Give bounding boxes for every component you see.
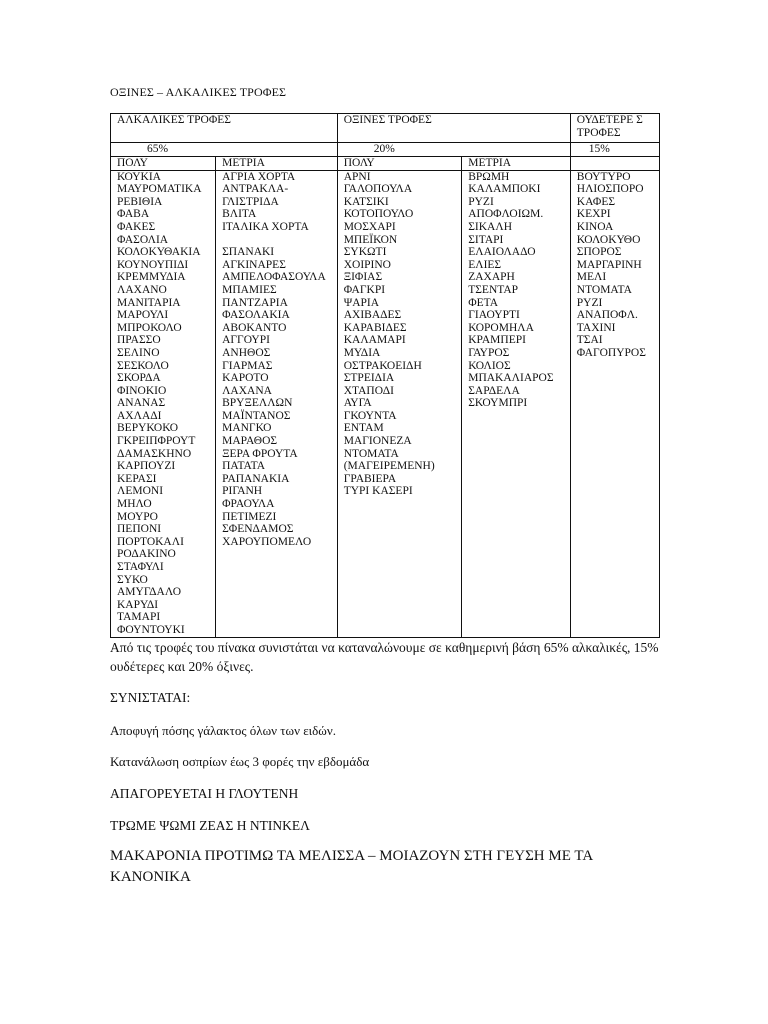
food-item: ΚΑΛΑΜΑΡΙ [343,334,406,347]
food-item: ΦΙΝΟΚΙΟ [117,384,167,397]
food-item: ΚΡΕΜΜΥΔΙΑ [117,271,186,284]
acidic-medium-list [462,170,571,637]
acidic-percentage: 20% [337,143,570,157]
food-item: ΑΒΟΚΑΝΤΟ [222,321,287,334]
food-item: ΠΕΠΟΝΙ [117,523,162,536]
food-item: ΚΡΑΜΠΕΡΙ [468,334,526,347]
food-item: ΣΥΚΟ [117,573,148,586]
food-item: ΜΑΝΙΤΑΡΙΑ [117,296,181,309]
food-item: ΑΧΙΒΑΔΕΣ [343,309,402,322]
food-item: ΨΑΡΙΑ [343,296,380,309]
food-item: ΓΡΑΒΙΕΡΑ [343,472,397,485]
food-item: ΚΑΦΕΣ [576,195,616,208]
food-item: ΒΛΙΤΑ [222,208,257,221]
food-item: ΓΑΥΡΟΣ [468,346,510,359]
alkaline-medium-subheader: ΜΕΤΡΙΑ [216,157,338,171]
food-item: ΚΑΛΑΜΠΟΚΙ [468,183,541,196]
food-item: ΜΕΛΙ [576,271,607,284]
food-item: (ΜΑΓΕΙΡΕΜΕΝΗ) [343,460,435,473]
document-title: ΟΞΙΝΕΣ – ΑΛΚΑΛΙΚΕΣ ΤΡΟΦΕΣ [110,85,287,99]
food-item: ΚΑΡΠΟΥΖΙ [117,460,176,473]
alkaline-header: ΑΛΚΑΛΙΚΕΣ ΤΡΟΦΕΣ [111,114,338,143]
food-item: ΑΓΡΙΑ ΧΟΡΤΑ [222,170,296,183]
food-item: ΔΑΜΑΣΚΗΝΟ [117,447,192,460]
food-item: ΓΙΑΟΥΡΤΙ [468,309,520,322]
food-item: ΤΑΧΙΝΙ [576,321,616,334]
daily-ratio-paragraph: Από τις τροφές του πίνακα συνιστάται να καταναλώνουμε σε καθημερινή βάση 65% αλκαλικές, 15% ουδέτερες και 20% όξινες. [110,640,659,674]
food-item: ΑΝΤΡΑΚΛΑ- [222,183,289,196]
food-item: ΜΥΔΙΑ [343,346,381,359]
food-item: ΚΑΡΑΒΙΔΕΣ [343,321,407,334]
food-item: ΖΑΧΑΡΗ [468,271,515,284]
recommended-heading: ΣΥΝΙΣΤΑΤΑΙ: [110,690,191,705]
food-item: ΜΑΪΝΤΑΝΟΣ [222,409,291,422]
acidic-medium-subheader: ΜΕΤΡΙΑ [462,157,571,171]
food-item: ΣΚΟΥΜΠΡΙ [468,397,528,410]
acidic-header: ΟΞΙΝΕΣ ΤΡΟΦΕΣ [337,114,570,143]
food-item: ΣΙΚΑΛΗ [468,220,512,233]
food-item: ΛΕΜΟΝΙ [117,485,164,498]
food-item: ΚΕΡΑΣΙ [117,472,157,485]
food-item: ΡΙΓΑΝΗ [222,485,263,498]
food-item: ΣΠΟΡΟΣ [576,246,622,259]
food-item: ΦΑΓΚΡΙ [343,283,386,296]
food-item: ΣΙΤΑΡΙ [468,233,504,246]
food-item: ΡΕΒΙΘΙΑ [117,195,163,208]
food-item: ΧΑΡΟΥΠΟΜΕΛΟ [222,535,312,548]
food-item: ΑΝΗΘΟΣ [222,346,271,359]
food-item: ΚΙΝΟΑ [576,220,614,233]
food-item: ΝΤΟΜΑΤΑ [343,447,399,460]
food-item: ΜΠΑΚΑΛΙΑΡΟΣ [468,372,554,385]
food-item: ΚΑΤΣΙΚΙ [343,195,389,208]
food-item: ΦΕΤΑ [468,296,499,309]
food-item: ΣΚΟΡΔΑ [117,372,161,385]
food-item: ΑΥΓΑ [343,397,372,410]
food-item: ΞΕΡΑ ΦΡΟΥΤΑ [222,447,298,460]
food-item: ΜΑΡΟΥΛΙ [117,309,169,322]
food-item: ΞΙΦΙΑΣ [343,271,383,284]
food-item: ΕΛΙΕΣ [468,258,502,271]
neutral-list [570,170,659,637]
food-item: ΚΕΧΡΙ [576,208,611,221]
food-item: ΜΑΝΓΚΟ [222,422,272,435]
food-item: ΡΥΖΙ [468,195,494,208]
no-gluten-paragraph: ΑΠΑΓΟΡΕΥΕΤΑΙ Η ΓΛΟΥΤΕΝΗ [110,786,299,801]
food-item: ΑΡΝΙ [343,170,371,183]
food-item: ΑΓΓΟΥΡΙ [222,334,270,347]
food-item: ΑΧΛΑΔΙ [117,409,162,422]
food-item: ΦΡΑΟΥΛΑ [222,498,275,511]
food-item: ΣΤΑΦΥΛΙ [117,561,164,573]
food-item: ΠΕΤΙΜΕΖΙ [222,510,277,523]
food-item: ΒΟΥΤΥΡΟ [576,170,631,183]
food-item: ΜΑΥΡΟΜΑΤΙΚΑ [117,183,202,196]
alkaline-percentage: 65% [111,143,338,157]
food-item: ΡΟΔΑΚΙΝΟ [117,548,176,561]
alkaline-high-list [111,170,216,637]
items-row [111,170,660,637]
food-item: ΓΚΡΕΙΠΦΡΟΥΤ [117,435,196,448]
food-item: ΜΠΡΟΚΟΛΟ [117,321,182,334]
alkaline-medium-list [216,170,338,637]
food-item: ΣΠΑΝΑΚΙ [222,246,275,259]
food-item: ΕΝΤΑΜ [343,422,384,435]
food-item: ΑΜΥΓΔΑΛΟ [117,586,181,599]
food-item: ΤΥΡΙ ΚΑΣΕΡΙ [343,485,413,498]
food-item: ΑΝΑΝΑΣ [117,397,166,410]
food-item: ΓΙΑΡΜΑΣ [222,359,273,372]
food-item: ΧΟΙΡΙΝΟ [343,258,391,271]
food-item: ΣΕΛΙΝΟ [117,346,160,359]
food-item: ΚΑΡΟΤΟ [222,372,269,385]
food-item: ΛΑΧΑΝΑ [222,384,272,397]
food-item: ΚΑΡΥΔΙ [117,598,159,611]
food-item: ΜΠΕΪΚΟΝ [343,233,398,246]
food-item: ΚΟΛΟΚΥΘΟ [576,233,641,246]
food-item: ΠΟΡΤΟΚΑΛΙ [117,535,184,548]
food-item: ΡΥΖΙ [576,296,603,309]
neutral-subheader [570,157,659,171]
food-item: ΒΕΡΥΚΟΚΟ [117,422,179,435]
food-item: ΠΑΝΤΖΑΡΙΑ [222,296,288,309]
neutral-percentage: 15% [570,143,659,157]
food-item: ΒΡΥΞΕΛΛΩΝ [222,397,293,410]
food-item: ΗΛΙΟΣΠΟΡΟ [576,183,644,196]
food-item: ΦΑΒΑ [117,208,150,221]
food-item: ΓΚΟΥΝΤΑ [343,409,397,422]
percentage-row [111,143,660,157]
category-row [111,114,660,143]
food-item: ΚΟΛΟΚΥΘΑΚΙΑ [117,246,201,259]
pasta-paragraph: ΜΑΚΑΡΟΝΙΑ ΠΡΟΤΙΜΩ ΤΑ ΜΕΛΙΣΣΑ – ΜΟΙΑΖΟΥΝ ΣΤΗ ΓΕΥΣΗ ΜΕ ΤΑ ΚΑΝΟΝΙΚΑ [110,848,593,885]
food-item: ΣΤΡΕΙΔΙΑ [343,372,395,385]
food-item: ΦΑΚΕΣ [117,220,156,233]
food-item: ΤΣΕΝΤΑΡ [468,283,519,296]
food-item: ΤΣΑΙ [576,334,603,347]
food-item: ΜΗΛΟ [117,498,152,511]
food-item: ΤΑΜΑΡΙ [117,611,161,624]
food-item: ΜΑΡΑΘΟΣ [222,435,278,448]
food-item: ΦΟΥΝΤΟΥΚΙ [117,623,185,636]
food-item: ΚΟΡΟΜΗΛΑ [468,321,534,334]
food-item: ΠΡΑΣΣΟ [117,334,161,347]
subheader-row [111,157,660,171]
food-item: ΚΟΥΝΟΥΠΙΔΙ [117,258,189,271]
food-table [110,113,660,638]
food-item: ΜΑΓΙΟΝΕΖΑ [343,435,412,448]
acidic-high-subheader: ΠΟΛΥ [337,157,462,171]
food-item: ΕΛΑΙΟΛΑΔΟ [468,246,536,259]
food-item: ΜΟΥΡΟ [117,510,158,523]
food-item: ΑΓΚΙΝΑΡΕΣ [222,258,286,271]
food-item: ΚΟΥΚΙΑ [117,170,161,183]
food-item: ΦΑΓΟΠΥΡΟΣ [576,346,646,359]
food-item: ΧΤΑΠΟΔΙ [343,384,394,397]
food-item: ΣΕΣΚΟΛΟ [117,359,169,372]
food-item: ΦΑΣΟΛΙΑ [117,233,169,246]
food-item: ΑΜΠΕΛΟΦΑΣΟΥΛΑ [222,271,326,284]
food-item: ΣΥΚΩΤΙ [343,246,387,259]
food-item: ΦΑΣΟΛΑΚΙΑ [222,309,290,322]
food-item: ΑΠΟΦΛΟΙΩΜ. [468,208,544,221]
food-item: ΡΑΠΑΝΑΚΙΑ [222,472,290,485]
food-item: ΛΑΧΑΝΟ [117,283,167,296]
neutral-header: ΟΥΔΕΤΕΡΕ Σ ΤΡΟΦΕΣ [570,114,659,143]
food-item: ΑΝΑΠΟΦΛ. [576,309,638,322]
food-item: ΒΡΩΜΗ [468,170,510,183]
food-item: ΓΛΙΣΤΡΙΔΑ [222,195,279,208]
avoid-milk-paragraph: Αποφυγή πόσης γάλακτος όλων των ειδών. [110,723,336,738]
acidic-high-list [337,170,462,637]
food-item: ΜΟΣΧΑΡΙ [343,220,396,233]
food-item: ΝΤΟΜΑΤΑ [576,283,632,296]
food-item: ΚΟΛΙΟΣ [468,359,511,372]
food-item: ΜΑΡΓΑΡΙΝΗ [576,258,642,271]
bread-paragraph: ΤΡΩΜΕ ΨΩΜΙ ΖΕΑΣ Η ΝΤΙΝΚΕΛ [110,818,310,833]
legumes-paragraph: Κατανάλωση οσπρίων έως 3 φορές την εβδομάδα [110,754,370,769]
food-item: ΚΟΤΟΠΟΥΛΟ [343,208,414,221]
food-item: ΓΑΛΟΠΟΥΛΑ [343,183,413,196]
food-item: ΙΤΑΛΙΚΑ ΧΟΡΤΑ [222,220,309,233]
food-item: ΠΑΤΑΤΑ [222,460,265,473]
food-item: ΣΑΡΔΕΛΑ [468,384,520,397]
food-item: ΜΠΑΜΙΕΣ [222,283,277,296]
alkaline-high-subheader: ΠΟΛΥ [111,157,216,171]
food-item: ΣΦΕΝΔΑΜΟΣ [222,523,294,536]
food-item: ΟΣΤΡΑΚΟΕΙΔΗ [343,359,422,372]
